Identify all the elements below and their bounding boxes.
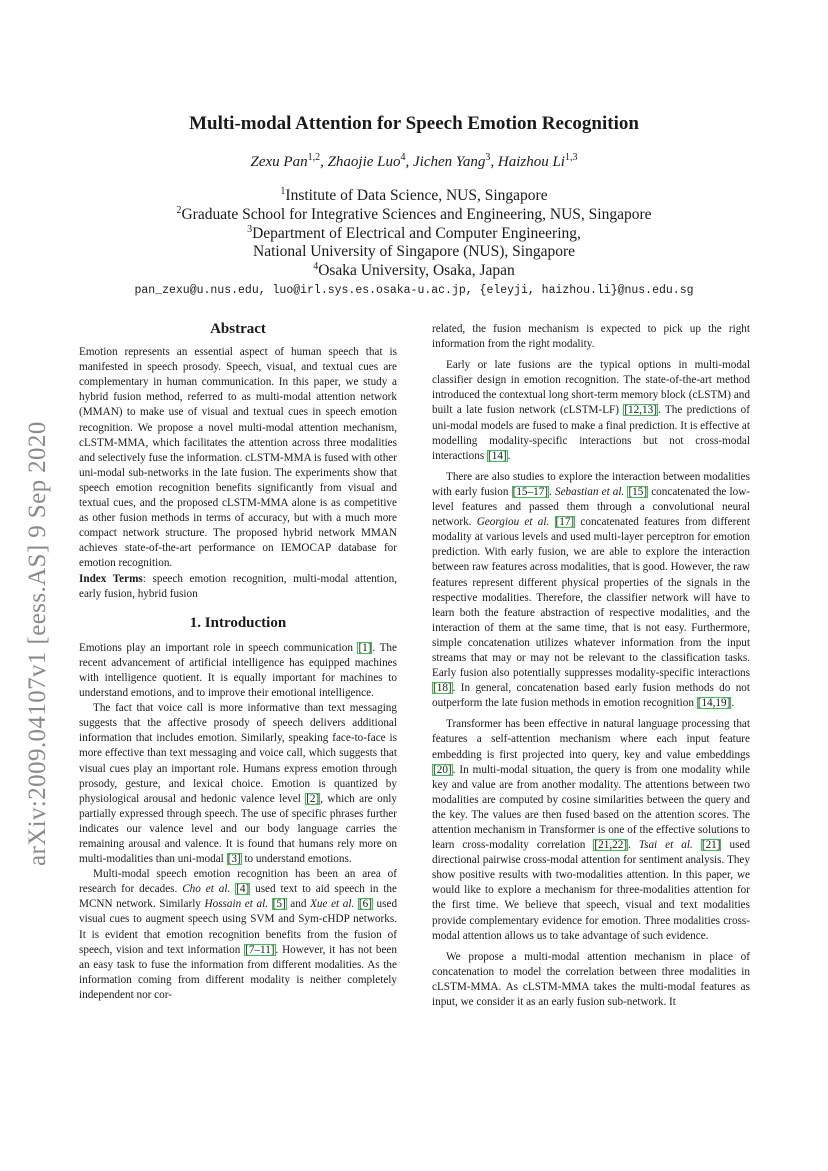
citation-link[interactable]: [18]: [433, 682, 452, 695]
arxiv-identifier-text: arXiv:2009.04107v1 [eess.AS] 9 Sep 2020: [24, 421, 51, 866]
cited-author: Cho et al.: [182, 883, 231, 896]
cited-author: Tsai et al.: [638, 839, 693, 852]
index-terms-label: Index Terms: [79, 572, 143, 585]
author-affil-sup: 3: [485, 152, 491, 163]
citation-link[interactable]: [14,19]: [697, 697, 731, 710]
affiliation-sup: 4: [313, 261, 319, 272]
paper-title: Multi-modal Attention for Speech Emotion Recognition: [189, 113, 639, 134]
author-name: Zhaojie Luo: [327, 154, 401, 170]
citation-link[interactable]: [21]: [701, 839, 721, 852]
author-affil-sup: 4: [400, 152, 406, 163]
left-column: [79, 322, 397, 1003]
cited-author: Hossain et al.: [204, 898, 268, 911]
citation-link[interactable]: [4]: [236, 883, 250, 896]
author-separator: ,: [320, 154, 328, 170]
citation-link[interactable]: [15–17]: [512, 485, 549, 498]
citation-link[interactable]: [15]: [628, 485, 648, 498]
cited-author: Sebastian et al.: [554, 485, 625, 498]
intro-paragraph: We propose a multi-modal attention mechanism in place of concatenation to model the correlation between three modalities in cLSTM-MMA. As cLSTM-MMA takes the multi-modal features as input, we consider it as an early fusion sub-network. It: [432, 950, 750, 1009]
citation-link[interactable]: [2]: [306, 792, 320, 805]
affiliation-text: Institute of Data Science, NUS, Singapore: [285, 187, 548, 205]
author-separator: ,: [405, 154, 414, 170]
arxiv-identifier-stamp: [24, 360, 54, 870]
citation-link[interactable]: [20]: [433, 763, 452, 776]
citation-link[interactable]: [5]: [272, 898, 286, 911]
author-name: Haizhou Li: [497, 154, 565, 170]
intro-paragraph: related, the fusion mechanism is expected to pick up the right information from the right modality.: [432, 323, 750, 351]
abstract-heading: Abstract: [210, 321, 266, 337]
intro-paragraph: Multi-modal speech emotion recognition has been an area of research for decades. Cho et al. [4] used text to aid speech in the MCNN network. Similarly Hossain et al. [5] and Xue et al. [6] used visual cues to augment speech using SVM and Sym-cHDP networks. It is evident that emotion recognition benefits from the fusion of speech, vision and text information [7–11]. However, it has not been an easy task to fuse the information from different modalities. As the information coming from different modality is neither completely independent nor cor-: [79, 868, 398, 1001]
citation-link[interactable]: [14]: [488, 449, 507, 462]
affiliation-text: Graduate School for Integrative Sciences and Engineering, NUS, Singapore: [181, 206, 652, 224]
citation-link[interactable]: [3]: [227, 853, 241, 866]
intro-paragraph: The fact that voice call is more informative than text messaging suggests that the affective prosody of speech delivers additional information that includes emotion. Similarly, speaking face-to-face is more effective than text messaging and voice call, which suggests that visual cues play an important role. Humans express emotion through prosody, gesture, and lexical choice. Emotion is quantized by physiological arousal and hedonic valence level [2], which are only partially expressed through speech. The use of specific phrases further indicates our valence level and our body language carries the remaining arousal and valence. It is found that humans rely more on multi-modalities than uni-modal [3] to understand emotions.: [79, 702, 398, 866]
citation-link[interactable]: [21,22]: [594, 839, 628, 852]
author-emails: pan_zexu@u.nus.edu, luo@irl.sys.es.osaka-u.ac.jp, {eleyji, haizhou.li}@nus.edu.sg: [134, 284, 694, 297]
citation-link[interactable]: [17]: [555, 516, 575, 529]
affiliation-line: [0, 261, 828, 280]
affiliation-line: [0, 205, 828, 224]
author-list: [0, 152, 828, 171]
affiliation-line: [0, 243, 828, 261]
index-terms-text: : speech emotion recognition, multi-modal attention, early fusion, hybrid fusion: [79, 572, 397, 600]
author-separator: ,: [490, 154, 498, 170]
affiliation-text: National University of Singapore (NUS), Singapore: [253, 243, 575, 260]
intro-paragraph: Emotions play an important role in speech communication [1]. The recent advancement of artificial intelligence has equipped machines with intelligence quotient. It is equally important for machines to understand emotions, and to improve their emotional intelligence.: [79, 641, 397, 700]
author-affil-sup: 1,2: [307, 152, 321, 163]
citation-link[interactable]: [1]: [358, 641, 372, 654]
index-terms: [79, 572, 397, 602]
affiliation-text: Osaka University, Osaka, Japan: [318, 262, 515, 280]
section-heading-introduction: 1. Introduction: [189, 614, 287, 631]
affiliation-text: Department of Electrical and Computer Engineering,: [252, 225, 581, 243]
author-name: Zexu Pan: [250, 154, 308, 170]
citation-link[interactable]: [6]: [358, 898, 372, 911]
affiliation-sup: 1: [280, 186, 286, 197]
affiliation-line: [0, 224, 828, 243]
intro-paragraph: There are also studies to explore the interaction between modalities with early fusion [15–17]. Sebastian et al. [15] concatenated the low-level features and passed them through a convolutional neural network. Georgiou et al. [17] concatenated features from different modality at various levels and used multi-layer perceptron for emotion prediction. With early fusion, we are able to explore the interaction between raw features across modalities, that is good. However, the raw features represent different physical properties of the signals in the respective modalities. Therefore, the classifier network will have to learn both the feature abstraction of respective modalities, and the interaction of them at the same time, that is not easy. Furthermore, simple concatenation utilizes whatever information from the input streams that may or may not be relevant to the classification tasks. Early fusion also potentially suppresses modality-specific interactions [18]. In general, concatenation based early fusion methods do not outperform the late fusion methods in emotion recognition [14,19].: [432, 470, 751, 710]
author-affil-sup: 1,3: [564, 152, 578, 163]
abstract-text: Emotion represents an essential aspect of human speech that is manifested in speech prosody. Speech, visual, and textual cues are complementary in human communication. In this paper, we study a hybrid fusion method, referred to as multi-modal attention network (MMAN) to make use of visual and textual cues in speech emotion recognition. We propose a novel multi-modal attention mechanism, cLSTM-MMA, which facilitates the attention across three modalities and selectively fuse the information. cLSTM-MMA is fused with other uni-modal sub-networks in the late fusion. The experiments show that speech emotion recognition benefits significantly from visual and textual cues, and the proposed cLSTM-MMA alone is as competitive as other fusion methods in terms of accuracy, but with a much more compact network structure. The proposed hybrid network MMAN achieves state-of-the-art performance on IEMOCAP database for emotion recognition.: [79, 346, 397, 570]
cited-author: Xue et al.: [310, 898, 355, 911]
cited-author: Georgiou et al.: [476, 516, 550, 529]
affiliation-sup: 3: [247, 224, 253, 235]
intro-paragraph: Early or late fusions are the typical options in multi-modal classifier design in emotion recognition. The state-of-the-art method introduced the contextual long short-term memory block (cLSTM) and built a late fusion network (cLSTM-LF) [12,13]. The predictions of uni-modal models are fused to make a final prediction. It is effective at modelling modality-specific interactions but not cross-modal interactions [14].: [432, 359, 750, 462]
right-column: [432, 322, 750, 1010]
intro-paragraph: Transformer has been effective in natural language processing that features a self-attention mechanism where each input feature embedding is first projected into query, key and value embeddings [20]. In multi-modal situation, the query is from one modality while key and value are from another modality. The attentions between two modalities are computed by cosine similarities between the query and the key. The values are then fused based on the attention scores. The attention mechanism in Transformer is one of the effective solutions to learn cross-modality correlation [21,22]. Tsai et al. [21] used directional pairwise cross-modal attention for sentiment analysis. They show positive results with two-modalities attention. In this paper, we would like to explore a mechanism for three-modalities attention for the first time. We believe that speech, visual and text modalities provide complementary evidence for emotion. Three modalities cross-modal attention allows us to take advantage of such evidence.: [432, 718, 751, 942]
author-name: Jichen Yang: [413, 154, 486, 170]
affiliation-line: [0, 186, 828, 205]
citation-link[interactable]: [7–11]: [245, 943, 275, 956]
citation-link[interactable]: [12,13]: [624, 404, 657, 417]
affiliation-sup: 2: [176, 205, 182, 216]
